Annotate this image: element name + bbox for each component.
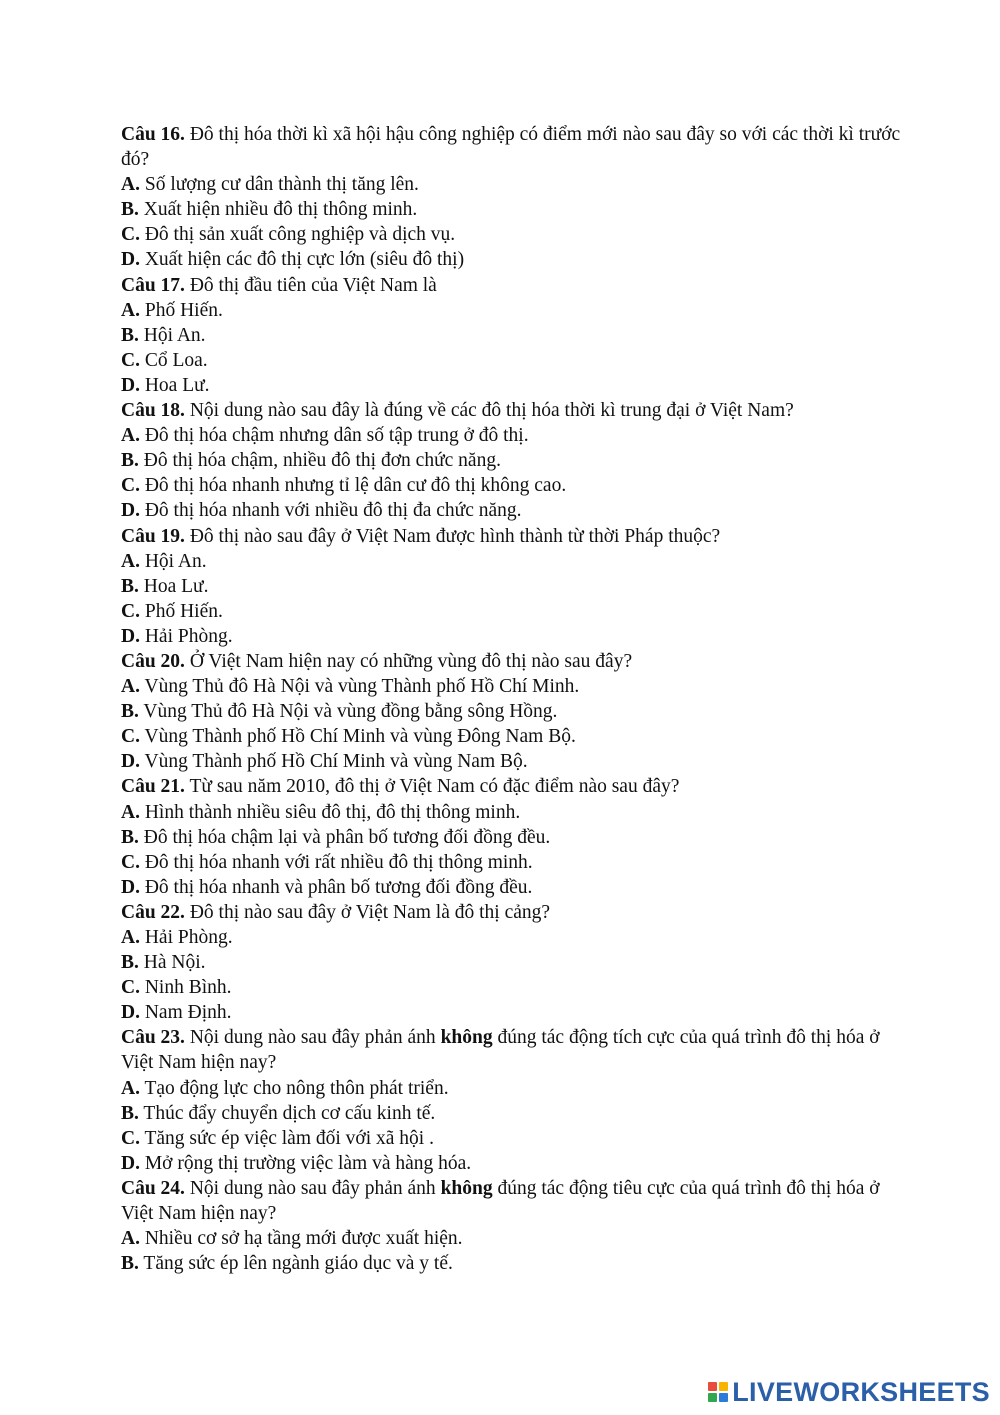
option-letter: B.: [121, 1253, 139, 1275]
option-letter: C.: [121, 224, 140, 246]
answer-option: [121, 1251, 911, 1276]
answer-option: [121, 850, 911, 875]
answer-option: [121, 373, 911, 398]
option-text: Vùng Thủ đô Hà Nội và vùng đồng bằng sông Hồng.: [138, 701, 558, 723]
answer-option: [121, 222, 911, 247]
question-text: Đô thị nào sau đây ở Việt Nam được hình thành từ thời Pháp thuộc?: [184, 525, 721, 547]
option-text: Đô thị hóa chậm nhưng dân số tập trung ở đô thị.: [139, 425, 529, 447]
question-number: Câu 23.: [121, 1027, 185, 1049]
option-text: Vùng Thủ đô Hà Nội và vùng Thành phố Hồ Chí Minh.: [139, 676, 580, 698]
question-stem: [121, 774, 911, 799]
option-letter: D.: [121, 876, 140, 898]
option-text: Vùng Thành phố Hồ Chí Minh và vùng Nam Bộ.: [139, 751, 528, 773]
question-number: Câu 20.: [121, 650, 185, 672]
question-text: Từ sau năm 2010, đô thị ở Việt Nam có đặc điểm nào sau đây?: [184, 776, 680, 798]
answer-option: [121, 498, 911, 523]
option-letter: A.: [121, 927, 140, 948]
logo-square-2: [719, 1382, 728, 1391]
option-text: Vùng Thành phố Hồ Chí Minh và vùng Đông Nam Bộ.: [139, 726, 576, 748]
answer-option: [121, 599, 911, 624]
question-text: Đô thị đầu tiên của Việt Nam là: [184, 274, 437, 296]
option-letter: B.: [121, 826, 139, 848]
question-number: Câu 16.: [121, 124, 185, 145]
logo-square-3: [708, 1393, 717, 1402]
question-number: Câu 21.: [121, 776, 185, 798]
option-letter: C.: [121, 1127, 140, 1149]
option-text: Đô thị hóa nhanh nhưng tỉ lệ dân cư đô thị không cao.: [139, 475, 567, 497]
question-stem: [121, 524, 911, 549]
option-text: Phố Hiến.: [139, 299, 223, 321]
option-text: Hoa Lư.: [139, 374, 210, 396]
option-letter: C.: [121, 851, 140, 873]
liveworksheets-logo-icon: [708, 1382, 728, 1402]
option-letter: D.: [121, 1002, 140, 1024]
option-letter: C.: [121, 475, 140, 497]
question-stem: [121, 122, 911, 172]
question-text: Đô thị hóa thời kì xã hội hậu công nghiệp có điểm mới nào sau đây so với các thời kì trước đó?: [121, 124, 901, 171]
option-text: Hà Nội.: [138, 952, 206, 974]
answer-option: [121, 423, 911, 448]
question-stem: [121, 1176, 911, 1226]
option-letter: B.: [121, 952, 139, 974]
option-letter: D.: [121, 500, 140, 522]
option-letter: C.: [121, 600, 140, 622]
option-text: Đô thị sản xuất công nghiệp và dịch vụ.: [139, 224, 456, 246]
option-letter: A.: [121, 299, 140, 321]
option-letter: D.: [121, 374, 140, 396]
answer-option: [121, 172, 911, 197]
question-text: Nội dung nào sau đây là đúng về các đô thị hóa thời kì trung đại ở Việt Nam?: [184, 400, 794, 422]
question-number: Câu 18.: [121, 400, 185, 422]
option-letter: D.: [121, 1152, 140, 1174]
answer-option: [121, 298, 911, 323]
option-letter: C.: [121, 349, 140, 371]
option-text: Nhiều cơ sở hạ tầng mới được xuất hiện.: [139, 1228, 463, 1250]
option-text: Cổ Loa.: [139, 349, 208, 371]
answer-option: [121, 724, 911, 749]
question-text: Đô thị nào sau đây ở Việt Nam là đô thị cảng?: [184, 901, 551, 923]
option-letter: B.: [121, 1102, 139, 1124]
option-letter: B.: [121, 450, 139, 472]
logo-square-4: [719, 1393, 728, 1402]
answer-option: [121, 699, 911, 724]
question-stem: [121, 1025, 911, 1075]
answer-option: [121, 473, 911, 498]
liveworksheets-watermark: [708, 1377, 990, 1407]
question-number: Câu 17.: [121, 274, 185, 296]
option-letter: A.: [121, 550, 140, 572]
option-letter: C.: [121, 977, 140, 999]
option-text: Đô thị hóa nhanh và phân bố tương đối đồng đều.: [139, 876, 533, 898]
answer-option: [121, 247, 911, 272]
option-letter: D.: [121, 249, 140, 271]
answer-option: [121, 975, 911, 1000]
option-letter: C.: [121, 726, 140, 748]
option-text: Tăng sức ép lên ngành giáo dục và y tế.: [138, 1253, 453, 1275]
option-text: Số lượng cư dân thành thị tăng lên.: [139, 174, 419, 196]
question-text-continued: đúng tác động tích cực của quá trình đô thị hóa ở Việt Nam hiện nay?: [121, 1027, 880, 1074]
question-number: Câu 19.: [121, 525, 185, 547]
question-text-continued: đúng tác động tiêu cực của quá trình đô thị hóa ở Việt Nam hiện nay?: [121, 1177, 880, 1225]
worksheet-body: [121, 122, 911, 1276]
option-letter: A.: [121, 1077, 140, 1099]
answer-option: [121, 1101, 911, 1126]
option-letter: B.: [121, 701, 139, 723]
answer-option: [121, 1076, 911, 1101]
option-text: Hải Phòng.: [139, 625, 233, 647]
option-text: Hoa Lư.: [138, 575, 209, 597]
option-text: Xuất hiện các đô thị cực lớn (siêu đô thị): [139, 249, 465, 271]
answer-option: [121, 925, 911, 950]
answer-option: [121, 749, 911, 774]
question-number: Câu 24.: [121, 1177, 185, 1199]
answer-option: [121, 624, 911, 649]
option-letter: A.: [121, 1228, 140, 1250]
option-text: Hội An.: [138, 324, 206, 346]
answer-option: [121, 1126, 911, 1151]
option-text: Thúc đẩy chuyển dịch cơ cấu kinh tế.: [138, 1102, 436, 1124]
option-letter: B.: [121, 199, 139, 221]
option-text: Nam Định.: [139, 1002, 232, 1024]
option-text: Đô thị hóa nhanh với nhiều đô thị đa chức năng.: [139, 500, 522, 522]
option-letter: A.: [121, 801, 140, 823]
answer-option: [121, 950, 911, 975]
question-text: Nội dung nào sau đây phản ánh: [184, 1027, 441, 1049]
option-letter: A.: [121, 676, 140, 698]
answer-option: [121, 348, 911, 373]
answer-option: [121, 448, 911, 473]
option-letter: A.: [121, 174, 140, 196]
answer-option: [121, 574, 911, 599]
option-text: Ninh Bình.: [139, 977, 232, 999]
question-number: Câu 22.: [121, 901, 185, 923]
question-stem: [121, 900, 911, 925]
option-text: Hội An.: [139, 550, 207, 572]
answer-option: [121, 674, 911, 699]
question-stem: [121, 398, 911, 423]
question-stem: [121, 649, 911, 674]
watermark-text: LIVEWORKSHEETS: [732, 1376, 990, 1407]
option-letter: A.: [121, 425, 140, 447]
option-letter: B.: [121, 575, 139, 597]
logo-square-1: [708, 1382, 717, 1391]
answer-option: [121, 875, 911, 900]
question-keyword: không: [440, 1027, 493, 1049]
question-text: Ở Việt Nam hiện nay có những vùng đô thị nào sau đây?: [184, 650, 633, 672]
answer-option: [121, 1226, 911, 1251]
option-text: Phố Hiến.: [139, 600, 223, 622]
answer-option: [121, 197, 911, 222]
answer-option: [121, 1000, 911, 1025]
option-letter: D.: [121, 751, 140, 773]
answer-option: [121, 1151, 911, 1176]
option-text: Hình thành nhiều siêu đô thị, đô thị thông minh.: [139, 801, 521, 823]
question-keyword: không: [440, 1177, 493, 1199]
answer-option: [121, 800, 911, 825]
answer-option: [121, 323, 911, 348]
answer-option: [121, 549, 911, 574]
question-text: Nội dung nào sau đây phản ánh: [184, 1177, 441, 1199]
option-text: Tăng sức ép việc làm đối với xã hội .: [139, 1127, 434, 1149]
option-text: Xuất hiện nhiều đô thị thông minh.: [138, 199, 418, 221]
option-text: Đô thị hóa chậm, nhiều đô thị đơn chức năng.: [138, 450, 501, 472]
option-text: Đô thị hóa chậm lại và phân bố tương đối đồng đều.: [138, 826, 551, 848]
option-text: Hải Phòng.: [139, 927, 233, 948]
option-letter: D.: [121, 625, 140, 647]
option-letter: B.: [121, 324, 139, 346]
option-text: Tạo động lực cho nông thôn phát triển.: [139, 1077, 449, 1099]
option-text: Mở rộng thị trường việc làm và hàng hóa.: [139, 1152, 472, 1174]
question-stem: [121, 273, 911, 298]
answer-option: [121, 825, 911, 850]
option-text: Đô thị hóa nhanh với rất nhiều đô thị thông minh.: [139, 851, 533, 873]
